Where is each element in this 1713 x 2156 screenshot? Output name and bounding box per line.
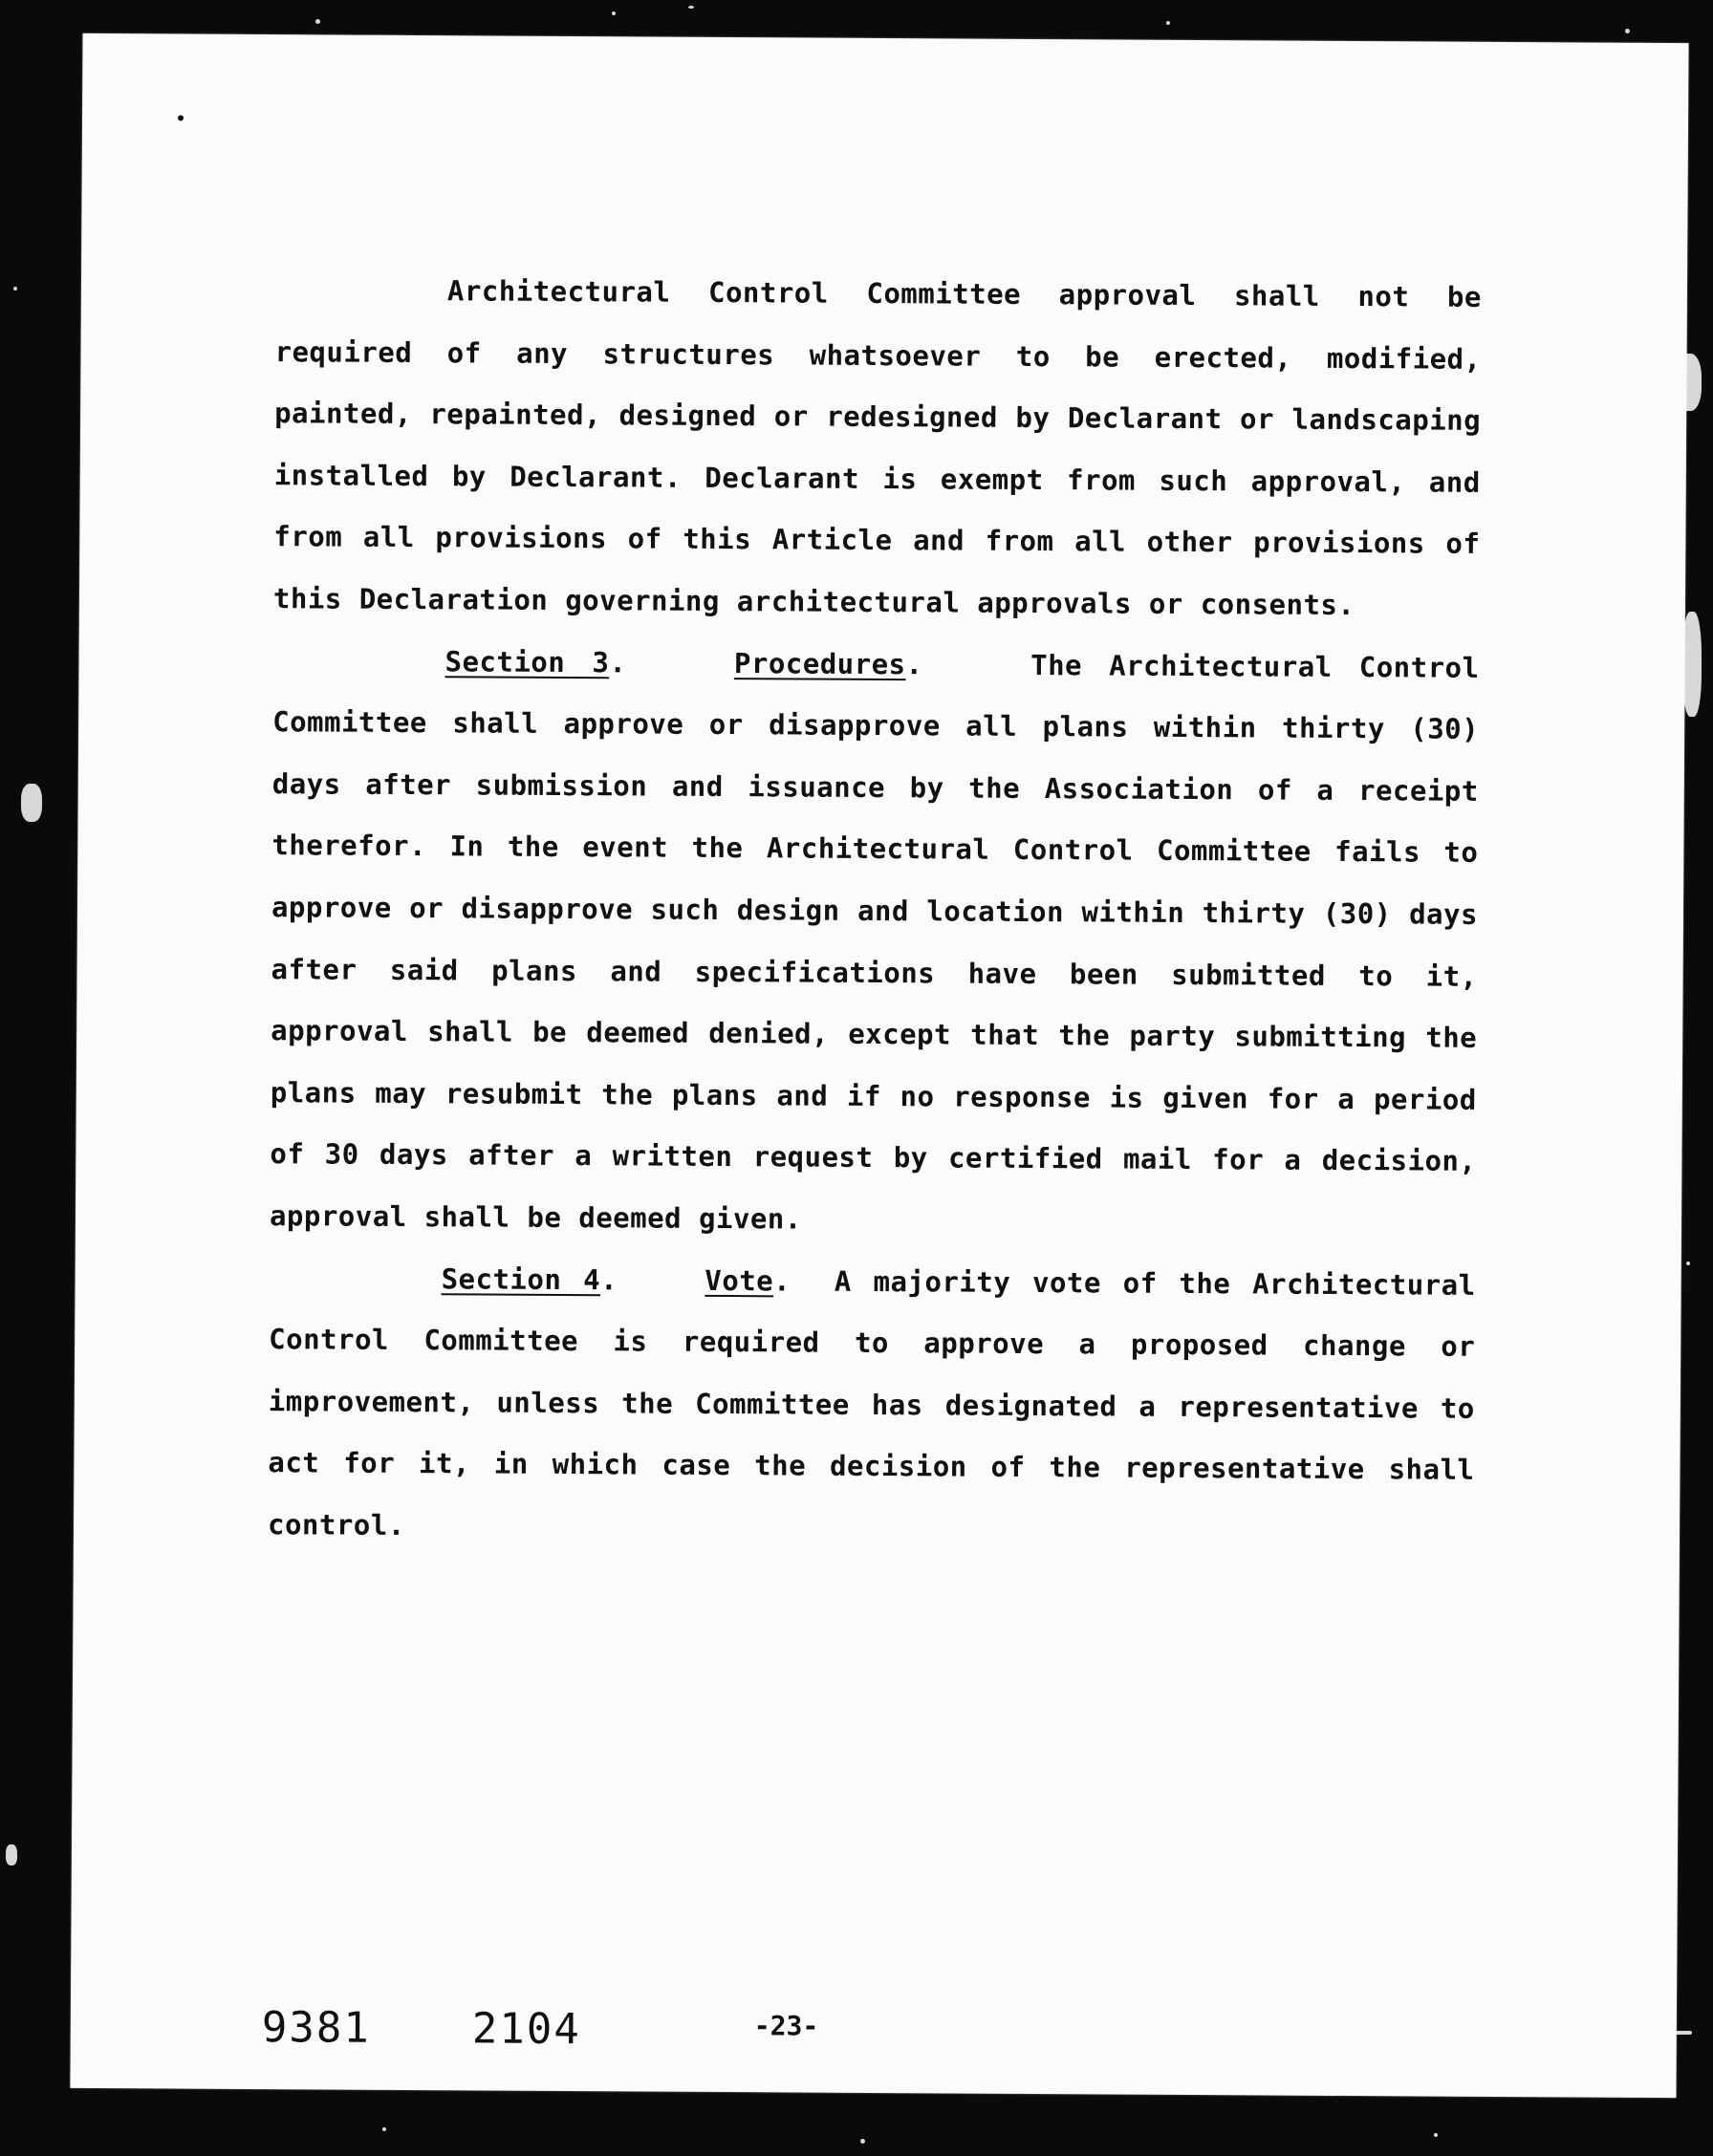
- paragraph-section-3: Section 3. Procedures. The Architectural Control Committee shall approve or disapprove all plans within thirty (30) days after submission and issuance by the Association of a receipt therefor. In the event the Architectural Control Committee fails to approve or disapprove such design and location within thirty (30) days after said plans and specifications have been submitted to it, approval shall be deemed denied, except that the party submitting the plans may resubmit the plans and if no response is given for a period of 30 days after a written request by certified mail for a decision, approval shall be deemed given.: [269, 644, 1480, 1236]
- paragraph-architectural-approval: Architectural Control Committee approval shall not be required of any structures whatsoever to be erected, modified, painted, repainted, designed or redesigned by Declarant or landscaping installed by Declarant. Declarant is exempt from such approval, and from all provisions of this Article and from all other provisions of this Declaration governing architectural approvals or consents.: [272, 274, 1483, 621]
- section-heading: Procedures: [733, 646, 906, 680]
- page-number: -23-: [753, 2010, 819, 2042]
- section-text: A majority vote of the Architectural Control Committee is required to approve a proposed change or improvement, unless the Committee has designated a representative to act for it, in which case the decision of the representative shall control.: [267, 1264, 1476, 1542]
- document-number: 9381: [261, 2003, 371, 2053]
- document-body: [268, 259, 1482, 1563]
- page-footer: [71, 2002, 1677, 2069]
- scan-speck: [178, 115, 184, 120]
- section-label: Section 3: [445, 644, 610, 679]
- section-label: Section 4: [441, 1261, 601, 1296]
- section-heading: Vote: [705, 1263, 774, 1297]
- section-text: The Architectural Control Committee shall approve or disapprove all plans within thirty (30) days after submission and issuance by the Association of a receipt therefor. In the event the Architectural Control Committee fails to approve or disapprove such design and location within thirty (30) days after said plans and specifications have been submitted to it, approval shall be deemed denied, except that the party submitting the plans may resubmit the plans and if no response is given for a period of 30 days after a written request by certified mail for a decision, approval shall be deemed given.: [269, 648, 1480, 1236]
- document-page: [70, 33, 1688, 2098]
- document-number: 2104: [471, 2004, 581, 2055]
- paragraph-section-4: Section 4. Vote. A majority vote of the Architectural Control Committee is required to approve a proposed change or improvement, unless the Committee has designated a representative to act for it, in which case the decision of the representative shall control.: [267, 1261, 1476, 1542]
